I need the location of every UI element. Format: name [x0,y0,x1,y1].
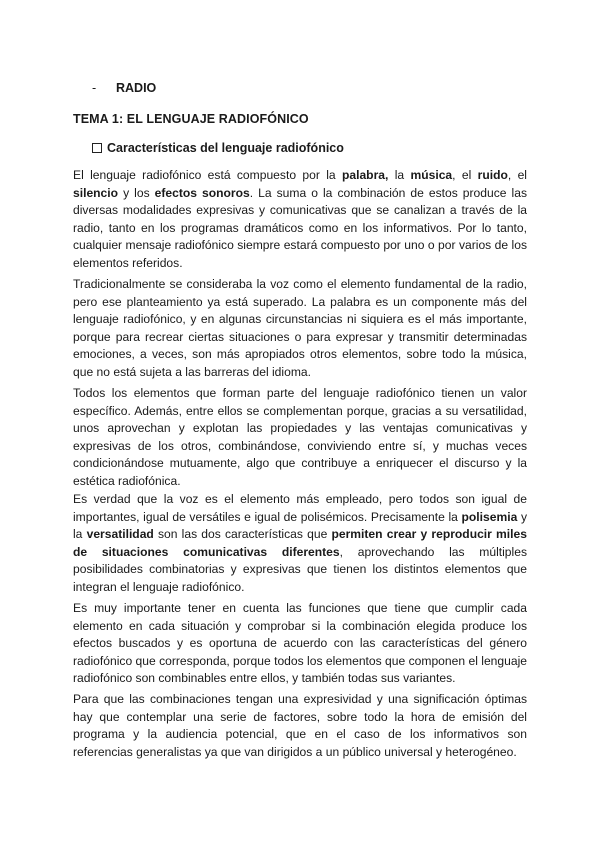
bullet-item [92,81,156,95]
section-heading: TEMA 1: EL LENGUAJE RADIOFÓNICO [73,112,309,126]
p1-text: la [388,168,411,182]
bullet-label: RADIO [116,81,157,95]
p1-text: y los [118,185,155,200]
p4-text: son las dos características que [153,527,332,542]
subheading-row [92,141,344,155]
paragraph-3: Todos los elementos que forman parte del lenguaje radiofónico tienen un valor específico. Además, entre ellos se complementan porque, gracias a su versatilidad, unos aprovechan y explotan las propiedades y las ventajas comunicativas y expresivas de los otros, combinándose, conviviendo entre sí, y muchas veces condicionándose mutuamente, algo que contribuye a enriquecer el discurso y la estética radiofónica. [73,386,527,488]
p1-bold-efectos: efectos sonoros [154,185,250,200]
p1-text: El lenguaje radiofónico está compuesto por la [73,168,342,182]
paragraph-1 [73,167,527,273]
p4-text: y la [73,509,527,542]
paragraph-6: Para que las combinaciones tengan una expresividad y una significación óptimas hay que contemplar una serie de factores, sobre todo la hora de emisión del programa y la audiencia potencial, que en el caso de los informativos son referencias generalistas ya que van dirigidos a un público universal y heterogéneo. [73,692,527,759]
p4-bold-permiten: permiten crear y reproducir miles de situaciones comunicativas diferentes [73,527,527,559]
p1-text: , el [507,168,527,182]
paragraph-5: Es muy importante tener en cuenta las funciones que tiene que cumplir cada elemento en cada situación y comprobar si la combinación elegida produce los efectos buscados y es oportuna de acuerdo con las características del género radiofónico que corresponda, porque todos los elementos que componen el lenguaje radiofónico son combinables entre ellos, y también todas sus variantes. [73,601,527,686]
p4-text: Es verdad que la voz es el elemento más empleado, pero todos son igual de importantes, igual de versátiles e igual de polisémicos. Precisamente la [73,492,527,524]
p4-bold-versatilidad: versatilidad [86,527,154,542]
p1-bold-musica: música [410,168,453,182]
p1-text: . La suma o la combinación de estos produce las diversas modalidades expresivas y comunicativas que se canalizan a través de la radio, tanto en los programas dramáticos como en los informativos. Por lo tanto, cualquier mensaje radiofónico siempre estará compuesto por uno o por varios de los elementos referidos. [73,185,527,270]
paragraph-4 [73,491,527,597]
p4-bold-polisemia: polisemia [461,509,518,524]
p1-bold-ruido: ruido [477,168,508,182]
paragraph-2: Tradicionalmente se consideraba la voz como el elemento fundamental de la radio, pero ese planteamiento ya está superado. La palabra es un componente más del lenguaje radiofónico, y en algunas circunstancias ni siquiera es el más importante, porque para recrear ciertas situaciones o para expresar y transmitir determinadas emociones, a veces, son más apropiados otros elementos, sobre todo la música, que no está sujeta a las barreras del idioma. [73,277,527,379]
p1-bold-silencio: silencio [73,185,119,200]
bullet-marker: - [92,81,97,95]
subheading-text: Características del lenguaje radiofónico [107,141,344,155]
p1-bold-palabra: palabra, [341,168,389,182]
p4-text: , aprovechando las múltiples posibilidades combinatorias y expresivas que tienen los distintos elementos que integran el lenguaje radiofónico. [73,544,527,594]
checkbox-icon [92,143,102,153]
p1-text: , el [452,168,478,182]
